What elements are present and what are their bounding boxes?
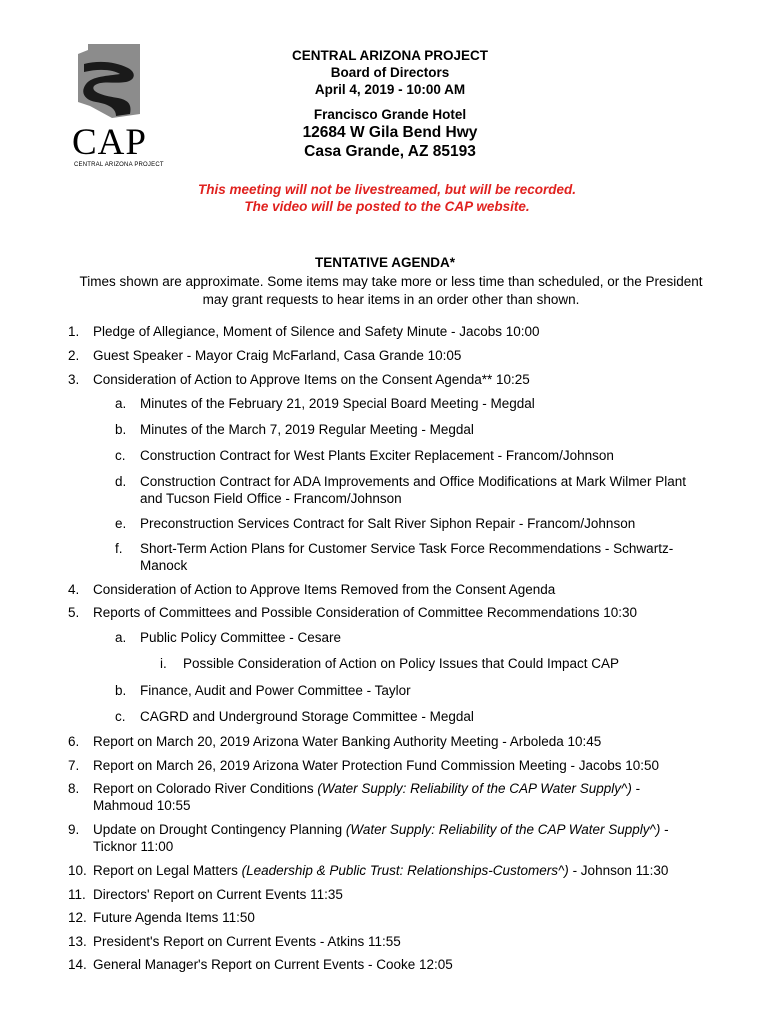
- venue-address-line2: Casa Grande, AZ 85193: [304, 143, 476, 160]
- item-text: Consideration of Action to Approve Items on the Consent Agenda** 10:25: [93, 372, 530, 387]
- item-letter: e.: [115, 516, 127, 531]
- item-letter: a.: [115, 396, 127, 411]
- item-text: Public Policy Committee - Cesare: [140, 630, 342, 645]
- item-text: Construction Contract for West Plants Exciter Replacement - Francom/Johnson: [140, 448, 614, 463]
- item-number: 13.: [68, 934, 87, 949]
- item-text-line1: Short-Term Action Plans for Customer Service Task Force Recommendations - Schwartz-: [140, 541, 674, 556]
- item-number: 5.: [68, 605, 80, 620]
- item-letter: a.: [115, 630, 127, 645]
- agenda-subtitle-line1: Times shown are approximate. Some items may take more or less time than scheduled, or the President: [79, 274, 703, 289]
- meeting-header: [190, 47, 590, 161]
- item-letter: c.: [115, 448, 126, 463]
- agenda-subtitle-line2: may grant requests to hear items in an order other than shown.: [202, 292, 580, 307]
- cap-logo: [70, 44, 164, 170]
- item-number: 10.: [68, 863, 87, 878]
- logo-wordmark: CAP: [72, 122, 147, 163]
- arizona-map-icon: [70, 44, 160, 124]
- item-letter: c.: [115, 709, 126, 724]
- item-text: Update on Drought Contingency Planning: [93, 822, 346, 837]
- item-text: Report on Colorado River Conditions: [93, 781, 318, 796]
- item-number: 11.: [68, 887, 86, 902]
- item-number: 2.: [68, 348, 80, 363]
- item-text: Reports of Committees and Possible Consideration of Committee Recommendations 10:30: [93, 605, 638, 620]
- strategic-plan-reference: (Water Supply: Reliability of the CAP Water Supply^): [317, 781, 632, 796]
- item-text: Directors' Report on Current Events 11:35: [93, 887, 343, 902]
- board-name: Board of Directors: [330, 65, 450, 80]
- logo-subtitle: CENTRAL ARIZONA PROJECT: [74, 162, 164, 168]
- item-text: CAGRD and Underground Storage Committee - Megdal: [140, 709, 474, 724]
- item-text: Preconstruction Services Contract for Salt River Siphon Repair - Francom/Johnson: [140, 516, 636, 531]
- item-letter: b.: [115, 683, 127, 698]
- item-text: Report on Legal Matters: [93, 863, 242, 878]
- item-text: Minutes of the February 21, 2019 Special Board Meeting - Megdal: [140, 396, 535, 411]
- item-number: 8.: [68, 781, 80, 796]
- item-number: 14.: [68, 957, 87, 972]
- item-text-tail: - Johnson 11:30: [568, 863, 669, 878]
- item-text-line2: Mahmoud 10:55: [93, 798, 191, 813]
- item-text-line2: Ticknor 11:00: [93, 839, 174, 854]
- notice-line1: This meeting will not be livestreamed, but will be recorded.: [197, 182, 577, 197]
- item-number: 9.: [68, 822, 80, 837]
- meeting-datetime: April 4, 2019 - 10:00 AM: [314, 82, 466, 97]
- item-letter: b.: [115, 422, 127, 437]
- item-text-line1: Construction Contract for ADA Improvements and Office Modifications at Mark Wilmer Plant: [140, 474, 686, 489]
- item-text: Possible Consideration of Action on Policy Issues that Could Impact CAP: [183, 656, 619, 671]
- strategic-plan-reference: (Leadership & Public Trust: Relationships-Customers^): [241, 863, 569, 878]
- item-text-tail: -: [631, 781, 641, 796]
- item-text-line2: Manock: [140, 558, 188, 573]
- item-letter: d.: [115, 474, 127, 489]
- item-number: 3.: [68, 372, 80, 387]
- venue-name: Francisco Grande Hotel: [313, 107, 467, 122]
- item-number: 4.: [68, 582, 80, 597]
- notice-line2: The video will be posted to the CAP website.: [244, 199, 530, 214]
- item-text: General Manager's Report on Current Events - Cooke 12:05: [93, 957, 453, 972]
- livestream-notice: [120, 181, 654, 215]
- item-number: 1.: [68, 324, 80, 339]
- item-text-tail: -: [660, 822, 669, 837]
- item-text: Pledge of Allegiance, Moment of Silence and Safety Minute - Jacobs 10:00: [93, 324, 540, 339]
- venue-address-line1: 12684 W Gila Bend Hwy: [302, 124, 478, 141]
- item-text: Report on March 26, 2019 Arizona Water Protection Fund Commission Meeting - Jacobs 10:50: [93, 758, 660, 773]
- item-number: 12.: [68, 910, 87, 925]
- item-text: Guest Speaker - Mayor Craig McFarland, Casa Grande 10:05: [93, 348, 462, 363]
- agenda-subtitle: [66, 273, 716, 309]
- item-roman: i.: [160, 656, 167, 671]
- item-text: Consideration of Action to Approve Items Removed from the Consent Agenda: [93, 582, 556, 597]
- org-name: CENTRAL ARIZONA PROJECT: [291, 48, 488, 63]
- agenda-title: TENTATIVE AGENDA*: [314, 255, 455, 270]
- item-text: Minutes of the March 7, 2019 Regular Meeting - Megdal: [140, 422, 474, 437]
- item-number: 7.: [68, 758, 80, 773]
- item-text: Future Agenda Items 11:50: [93, 910, 255, 925]
- item-text: Report on March 20, 2019 Arizona Water Banking Authority Meeting - Arboleda 10:45: [93, 734, 602, 749]
- item-text: President's Report on Current Events - Atkins 11:55: [93, 934, 401, 949]
- strategic-plan-reference: (Water Supply: Reliability of the CAP Water Supply^): [345, 822, 661, 837]
- item-text: Finance, Audit and Power Committee - Taylor: [140, 683, 411, 698]
- item-letter: f.: [115, 541, 123, 556]
- item-number: 6.: [68, 734, 80, 749]
- item-text-line2: and Tucson Field Office - Francom/Johnson: [140, 491, 402, 506]
